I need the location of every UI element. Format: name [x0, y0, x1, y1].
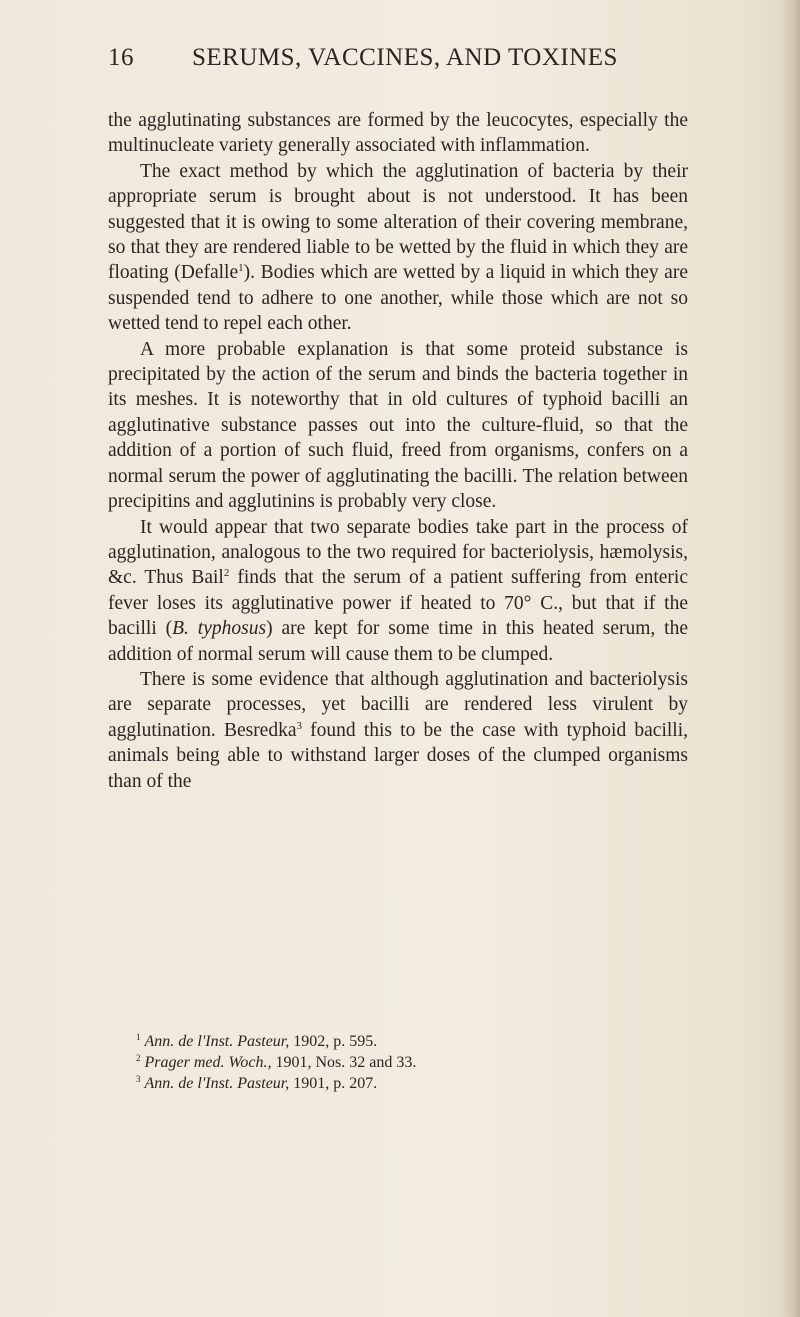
footnotes — [136, 1031, 696, 1094]
footnote-3 — [136, 1073, 696, 1094]
paragraph-4 — [108, 515, 688, 667]
footnote-3-mark: 3 — [136, 1074, 141, 1084]
paragraph-2-text-b: ). Bodies which are wetted by a liquid in which they are suspended tend to adhere to one another, while those which are not so wetted tend to repel each other. — [108, 262, 688, 335]
paragraph-5 — [108, 667, 688, 794]
paragraph-3 — [108, 337, 688, 515]
species-name: B. typhosus — [172, 618, 267, 640]
footnote-1-detail: 1902, p. 595. — [289, 1033, 378, 1050]
body-text — [108, 108, 688, 794]
paragraph-3-text: A more probable explanation is that some proteid substance is precipitated by the action of the serum and binds the bacteria together in its meshes. It is noteworthy that in old cultures of typhoid bacilli an agglutinative substance passes out into the culture-fluid, so that the addition of a portion of such fluid, freed from organisms, confers on a normal serum the power of agglutinating the bacilli. The relation between precipitins and agglutinins is probably very close. — [108, 338, 688, 513]
paragraph-5-text-b: found this to be the case with typhoid bacilli, animals being able to withstand larger doses of the clumped organisms than of the — [108, 719, 688, 792]
footnote-1-source: Ann. de l'Inst. Pasteur, — [144, 1033, 290, 1050]
paragraph-4-text-a: It would appear that two separate bodies take part in the process of agglutination, analogous to the two required for bacteriolysis, hæmolysis, &c. Thus Bail — [108, 516, 688, 589]
footnote-3-source: Ann. de l'Inst. Pasteur, — [144, 1075, 290, 1092]
paragraph-4-text-b: finds that the serum of a patient suffering from enteric fever loses its agglutinative power if heated to 70° C., but that if the bacilli ( — [108, 567, 689, 640]
footnote-2-mark: 2 — [136, 1053, 141, 1063]
footnote-ref-3: 3 — [296, 719, 302, 732]
footnote-3-detail: 1901, p. 207. — [289, 1075, 378, 1092]
paragraph-4-text-c: ) are kept for some time in this heated serum, the addition of normal serum will cause them to be clumped. — [108, 618, 688, 665]
footnote-ref-2: 2 — [223, 567, 230, 580]
running-title: SERUMS, VACCINES, AND TOXINES — [192, 44, 618, 71]
paragraph-2 — [108, 159, 688, 337]
paragraph-5-text-a: There is some evidence that although agglutination and bacteriolysis are separate processes, yet bacilli are rendered less virulent by agglutination. Besredka — [108, 668, 688, 741]
footnote-2-detail: 1901, Nos. 32 and 33. — [271, 1054, 417, 1071]
page-edge-shadow — [782, 0, 800, 1317]
footnote-2 — [136, 1052, 696, 1073]
footnote-1-mark: 1 — [136, 1032, 141, 1042]
page-number: 16 — [108, 44, 134, 71]
paragraph-2-text-a: The exact method by which the agglutination of bacteria by their appropriate serum is brought about is not understood. It has been suggested that it is owing to some alteration of their covering membrane, so that they are rendered liable to be wetted by the fluid in which they are floating (Defalle — [108, 160, 688, 284]
paragraph-1 — [108, 108, 688, 159]
footnote-2-source: Prager med. Woch., — [144, 1054, 272, 1071]
footnote-ref-1: 1 — [238, 262, 244, 275]
footnote-1 — [136, 1031, 696, 1052]
paragraph-1-text: the agglutinating substances are formed by the leucocytes, especially the multinucleate variety generally associated with inflammation. — [108, 110, 688, 157]
